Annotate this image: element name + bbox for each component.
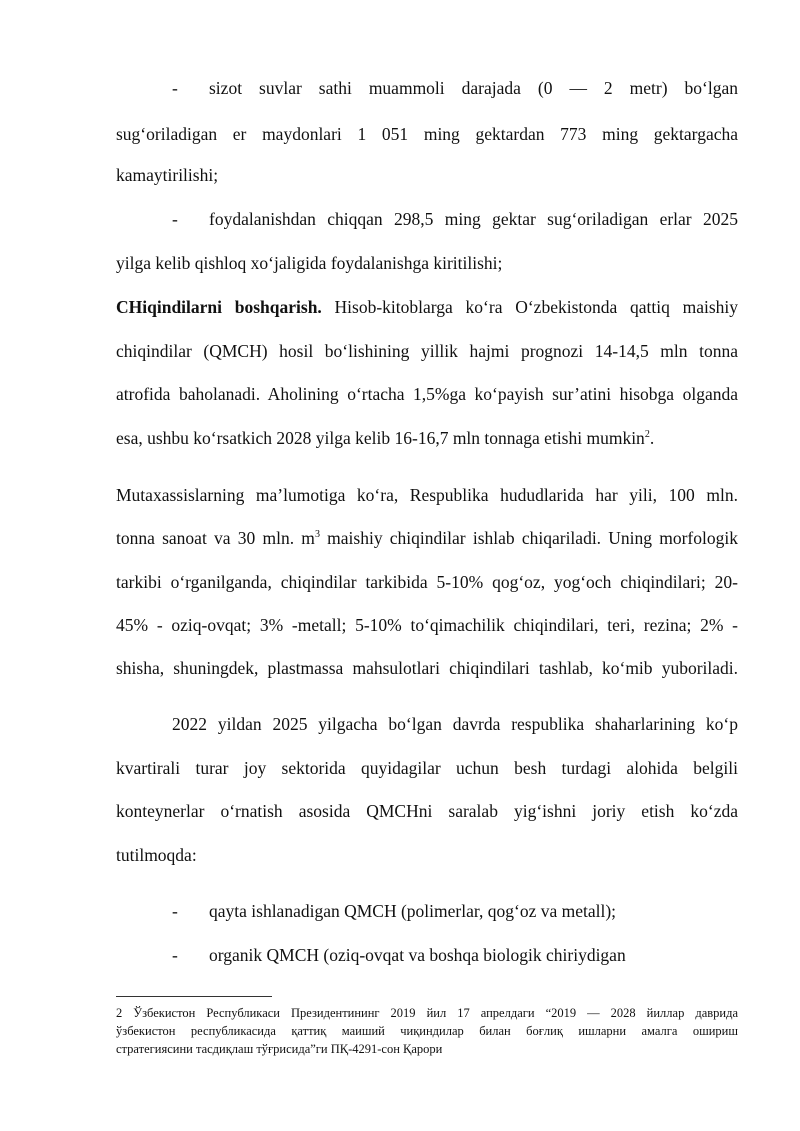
paragraph-2-line-1: Mutaxassislarning ma’lumotiga ko‘ra, Respublika hududlarida har yili, 100 mln. xyxy=(116,485,738,505)
footnote-line-2: ўзбекистон республикасида қаттиқ маиший чиқиндилар билан боғлиқ ишларни амалга ошириш xyxy=(116,1024,738,1038)
paragraph-2-line-2-a: tonna sanoat va 30 mln. m xyxy=(116,528,315,548)
bullet-1-line-1: sizot suvlar sathi muammoli darajada (0 — 2 metr) bo‘lgan xyxy=(209,78,738,98)
paragraph-2-line-3: tarkibi o‘rganilganda, chiqindilar tarkibida 5-10% qog‘oz, yog‘och chiqindilari; 20- xyxy=(116,572,738,592)
section-paragraph-line-1 xyxy=(116,297,738,317)
footnote-separator xyxy=(116,996,272,997)
bullet-1-line-3: kamaytirilishi; xyxy=(116,165,219,185)
section-line-4-text: esa, ushbu ko‘rsatkich 2028 yilga kelib 16-16,7 mln tonnaga etishi mumkin xyxy=(116,428,645,448)
paragraph-2-line-2 xyxy=(116,528,738,548)
section-paragraph-line-3: atrofida baholanadi. Aholining o‘rtacha 1,5%ga ko‘payish sur’atini hisobga olganda xyxy=(116,384,738,404)
paragraph-2-line-2-b: maishiy chiqindilar ishlab chiqariladi. Uning morfologik xyxy=(319,528,738,548)
paragraph-3-line-2: kvartirali turar joy sektorida quyidagilar uchun besh turdagi alohida belgili xyxy=(116,758,738,778)
list-item-1: qayta ishlanadigan QMCH (polimerlar, qog‘oz va metall); xyxy=(209,901,617,921)
section-line-1-text: Hisob-kitoblarga ko‘ra O‘zbekistonda qattiq maishiy xyxy=(334,297,738,317)
footnote-line-1: 2 Ўзбекистон Республикаси Президентининг 2019 йил 17 апрелдаги “2019 — 2028 йиллар даврида xyxy=(116,1006,738,1020)
superscript-3: 3 xyxy=(314,529,320,540)
paragraph-2-line-5: shisha, shuningdek, plastmassa mahsulotlari chiqindilari tashlab, ko‘mib yuboriladi. xyxy=(116,658,738,678)
footnote-reference: 2 xyxy=(644,429,650,440)
section-paragraph-line-4 xyxy=(116,428,738,448)
bullet-2-line-1: foydalanishdan chiqqan 298,5 ming gektar sug‘oriladigan erlar 2025 xyxy=(209,209,738,229)
list-item-2: organik QMCH (oziq-ovqat va boshqa biologik chiriydigan xyxy=(209,945,626,965)
bullet-dash: - xyxy=(172,901,178,921)
bullet-dash: - xyxy=(172,209,178,229)
footnote-line-3: стратегиясини тасдиқлаш тўғрисида”ги ПҚ-4291-сон Қарори xyxy=(116,1042,443,1056)
paragraph-2-line-4: 45% - oziq-ovqat; 3% -metall; 5-10% to‘qimachilik chiqindilari, teri, rezina; 2% - xyxy=(116,615,738,635)
paragraph-3-line-1: 2022 yildan 2025 yilgacha bo‘lgan davrda respublika shaharlarining ko‘p xyxy=(172,714,738,734)
bullet-2-line-2: yilga kelib qishloq xo‘jaligida foydalanishga kiritilishi; xyxy=(116,253,503,273)
paragraph-3-line-3: konteynerlar o‘rnatish asosida QMCHni saralab yig‘ishni joriy etish ko‘zda xyxy=(116,801,738,821)
section-paragraph-line-2: chiqindilar (QMCH) hosil bo‘lishining yillik hajmi prognozi 14-14,5 mln tonna xyxy=(116,341,738,361)
bullet-1-line-2: sug‘oriladigan er maydonlari 1 051 ming gektardan 773 ming gektargacha xyxy=(116,124,738,144)
section-line-4-end: . xyxy=(649,428,655,448)
bullet-dash: - xyxy=(172,945,178,965)
paragraph-3-line-4: tutilmoqda: xyxy=(116,845,197,865)
section-heading: CHiqindilarni boshqarish. xyxy=(116,297,322,317)
bullet-dash: - xyxy=(172,78,178,98)
